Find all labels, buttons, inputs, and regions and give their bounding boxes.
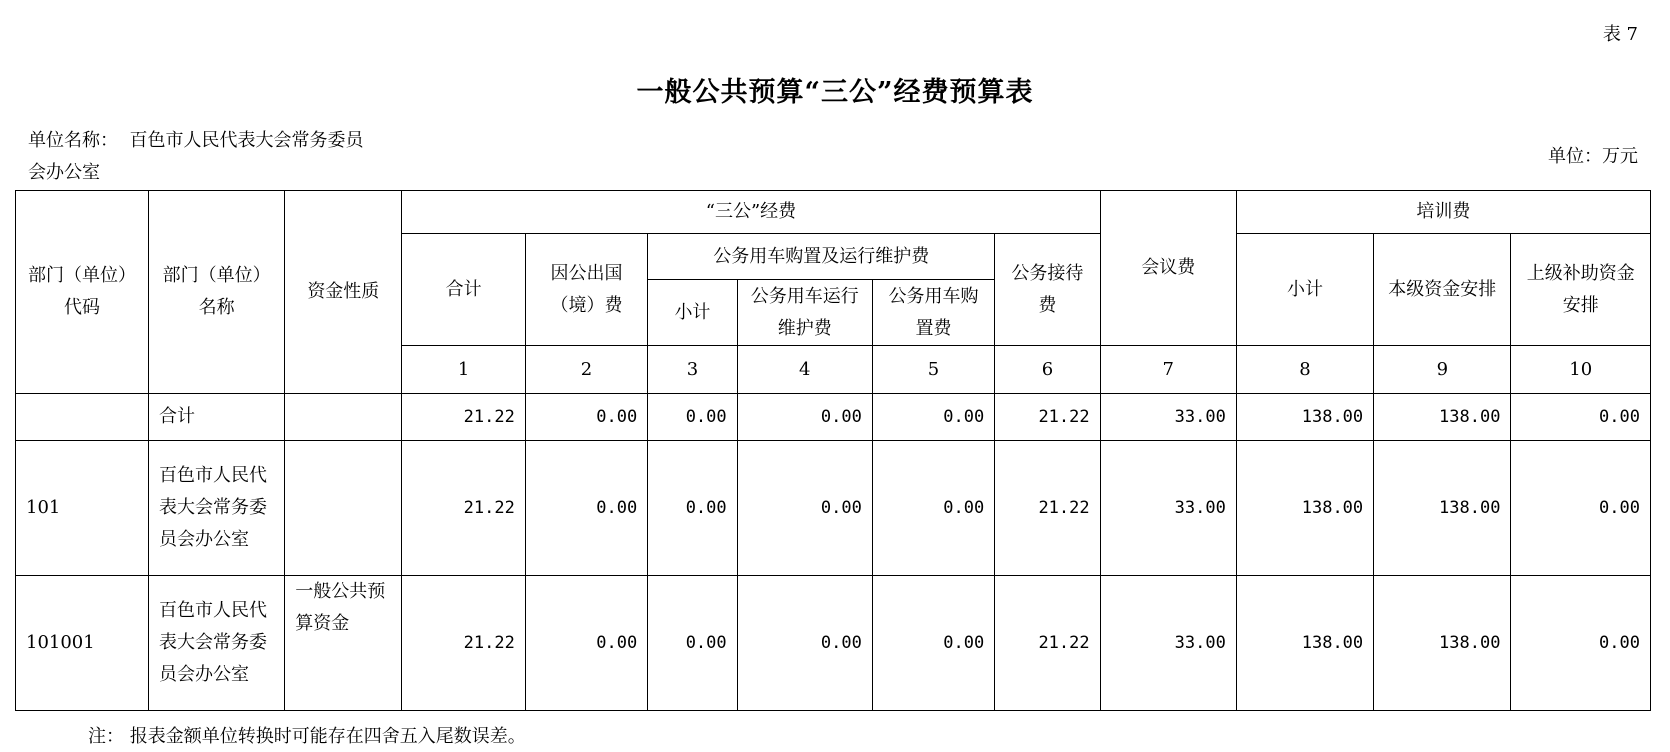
header-fund-nature: 资金性质 [285, 191, 402, 394]
row-fund [285, 441, 402, 576]
row-name: 百色市人民代表大会常务委员会办公室 [149, 441, 285, 576]
row-fund [285, 394, 402, 441]
cell-meeting: 33.00 [1100, 394, 1236, 441]
cell-training-local: 138.00 [1374, 576, 1511, 711]
header-training-group: 培训费 [1236, 191, 1650, 234]
header-training-superior: 上级补助资金安排 [1511, 234, 1651, 346]
cell-training-subtotal: 138.00 [1236, 576, 1373, 711]
cell-meeting: 33.00 [1100, 441, 1236, 576]
cell-training-local: 138.00 [1374, 394, 1511, 441]
unit-name-label [28, 126, 363, 152]
cell-total: 21.22 [402, 441, 525, 576]
cell-vehicle-subtotal: 0.00 [648, 576, 737, 711]
cell-vehicle-purchase: 0.00 [872, 441, 994, 576]
cell-total: 21.22 [402, 394, 525, 441]
header-vehicle-purchase: 公务用车购置费 [872, 280, 994, 346]
row-code: 101 [16, 441, 149, 576]
cell-reception: 21.22 [995, 441, 1100, 576]
column-number: 5 [872, 346, 994, 394]
row-name: 合计 [149, 394, 285, 441]
row-code: 101001 [16, 576, 149, 711]
column-number: 6 [995, 346, 1100, 394]
cell-vehicle-subtotal: 0.00 [648, 441, 737, 576]
budget-table [15, 190, 1651, 711]
cell-reception: 21.22 [995, 394, 1100, 441]
header-total: 合计 [402, 234, 525, 346]
unit-name-caption: 单位名称： [28, 130, 118, 151]
column-number: 10 [1511, 346, 1651, 394]
cell-vehicle-running: 0.00 [737, 394, 872, 441]
header-training-subtotal: 小计 [1236, 234, 1373, 346]
header-meeting: 会议费 [1100, 191, 1236, 346]
cell-training-superior: 0.00 [1511, 394, 1651, 441]
cell-vehicle-subtotal: 0.00 [648, 394, 737, 441]
header-training-local: 本级资金安排 [1374, 234, 1511, 346]
header-dept-code: 部门（单位）代码 [16, 191, 149, 394]
cell-meeting: 33.00 [1100, 576, 1236, 711]
cell-vehicle-running: 0.00 [737, 441, 872, 576]
cell-total: 21.22 [402, 576, 525, 711]
cell-training-subtotal: 138.00 [1236, 394, 1373, 441]
header-dept-name: 部门（单位）名称 [149, 191, 285, 394]
table-row [16, 576, 1651, 711]
cell-abroad: 0.00 [525, 394, 647, 441]
table-number: 表 7 [1602, 24, 1638, 45]
page-title: 一般公共预算“三公”经费预算表 [636, 77, 1034, 108]
column-number: 7 [1100, 346, 1236, 394]
cell-vehicle-purchase: 0.00 [872, 576, 994, 711]
cell-vehicle-purchase: 0.00 [872, 394, 994, 441]
cell-vehicle-running: 0.00 [737, 576, 872, 711]
column-number: 4 [737, 346, 872, 394]
header-vehicle-group: 公务用车购置及运行维护费 [648, 234, 995, 280]
column-number: 1 [402, 346, 525, 394]
unit-name-value: 百色市人民代表大会常务委员 [129, 130, 364, 151]
column-number: 2 [525, 346, 647, 394]
table-row-total [16, 394, 1651, 441]
column-number: 8 [1236, 346, 1373, 394]
cell-training-subtotal: 138.00 [1236, 441, 1373, 576]
row-name: 百色市人民代表大会常务委员会办公室 [149, 576, 285, 711]
header-vehicle-running: 公务用车运行维护费 [737, 280, 872, 346]
header-abroad: 因公出国（境）费 [525, 234, 647, 346]
header-reception: 公务接待费 [995, 234, 1100, 346]
currency-unit: 单位：万元 [1548, 146, 1638, 167]
table-row [16, 441, 1651, 576]
cell-reception: 21.22 [995, 576, 1100, 711]
row-fund: 一般公共预算资金 [285, 576, 402, 711]
cell-training-superior: 0.00 [1511, 576, 1651, 711]
header-sangong-group: “三公”经费 [402, 191, 1100, 234]
cell-abroad: 0.00 [525, 441, 647, 576]
cell-abroad: 0.00 [525, 576, 647, 711]
column-number: 3 [648, 346, 737, 394]
row-code [16, 394, 149, 441]
column-number: 9 [1374, 346, 1511, 394]
footnote: 注： 报表金额单位转换时可能存在四舍五入尾数误差。 [88, 726, 526, 747]
unit-name-continued: 会办公室 [28, 162, 100, 183]
cell-training-superior: 0.00 [1511, 441, 1651, 576]
header-vehicle-subtotal: 小计 [648, 280, 737, 346]
cell-training-local: 138.00 [1374, 441, 1511, 576]
